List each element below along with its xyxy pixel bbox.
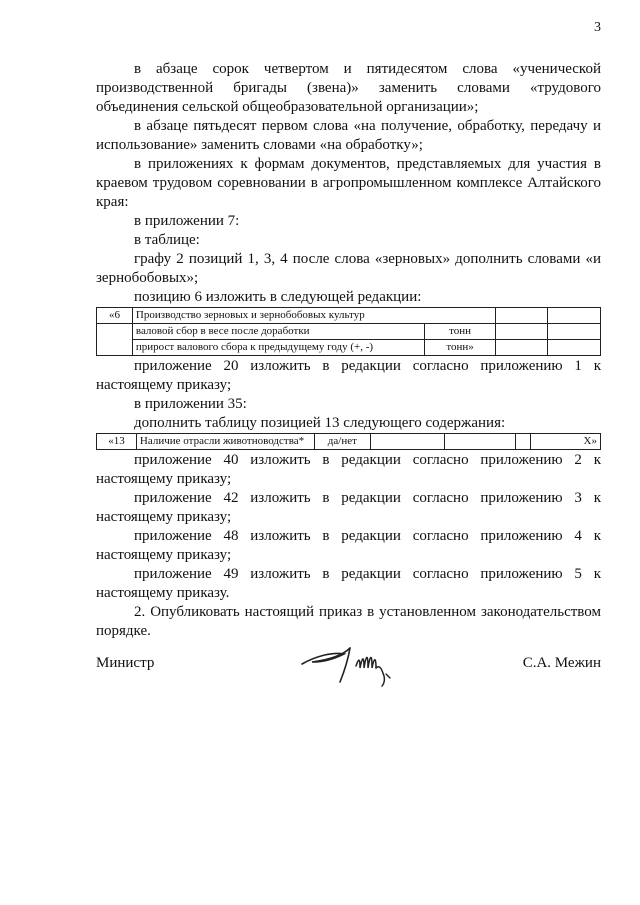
table-cell [97, 324, 133, 356]
table-cell: валовой сбор в весе после доработки [132, 324, 424, 340]
paragraph: в приложении 7: [134, 213, 240, 229]
paragraph: приложение 49 изложить в редакции согласно приложению 5 к настоящему приказу. [96, 566, 601, 601]
signer-name: С.А. Межин [522, 655, 601, 671]
table-cell [548, 340, 601, 356]
table-cell [370, 434, 444, 450]
table-cell: Производство зерновых и зернобобовых культур [132, 308, 496, 324]
table-cell: Наличие отрасли животноводства* [136, 434, 314, 450]
paragraph: дополнить таблицу позицией 13 следующего содержания: [134, 415, 506, 431]
table-row [97, 324, 601, 340]
table-row [97, 434, 601, 450]
table-cell: «6 [97, 308, 133, 324]
table-cell: Х» [531, 434, 601, 450]
table-cell: тонн» [424, 340, 496, 356]
paragraph: в приложении 35: [134, 396, 247, 412]
document-body [96, 60, 601, 641]
table-cell [496, 340, 548, 356]
signature-block [96, 652, 601, 702]
handwritten-signature-icon [298, 634, 418, 690]
paragraph: 2. Опубликовать настоящий приказ в установленном законодательством порядке. [96, 604, 601, 639]
position-13-table [96, 433, 601, 450]
paragraph: в приложениях к формам документов, представляемых для участия в краевом трудовом соревновании в агропромышленном комплексе Алтайского края: [96, 156, 601, 210]
table-cell: тонн [424, 324, 496, 340]
table-cell [548, 324, 601, 340]
table-cell: прирост валового сбора к предыдущему году (+, -) [132, 340, 424, 356]
paragraph: в таблице: [134, 232, 200, 248]
paragraph: приложение 42 изложить в редакции согласно приложению 3 к настоящему приказу; [96, 490, 601, 525]
table-cell: «13 [97, 434, 137, 450]
table-row [97, 308, 601, 324]
paragraph: приложение 48 изложить в редакции согласно приложению 4 к настоящему приказу; [96, 528, 601, 563]
paragraph: в абзаце сорок четвертом и пятидесятом слова «ученической производственной бригады (звена)» заменить словами «трудового объединения сельской общеобразовательной организации»; [96, 61, 601, 115]
paragraph: в абзаце пятьдесят первом слова «на получение, обработку, передачу и использование» заменить словами «на обработку»; [96, 118, 601, 153]
paragraph: графу 2 позиций 1, 3, 4 после слова «зерновых» дополнить словами «и зернобобовых»; [96, 251, 601, 286]
table-cell [516, 434, 531, 450]
table-cell [444, 434, 516, 450]
paragraph: приложение 20 изложить в редакции согласно приложению 1 к настоящему приказу; [96, 358, 601, 393]
page-number: 3 [594, 20, 601, 35]
table-cell [496, 324, 548, 340]
position-6-table [96, 307, 601, 356]
signer-title: Министр [96, 655, 155, 671]
paragraph: позицию 6 изложить в следующей редакции: [134, 289, 422, 305]
table-cell [548, 308, 601, 324]
table-cell [496, 308, 548, 324]
table-row [97, 340, 601, 356]
paragraph: приложение 40 изложить в редакции согласно приложению 2 к настоящему приказу; [96, 452, 601, 487]
table-cell: да/нет [314, 434, 370, 450]
